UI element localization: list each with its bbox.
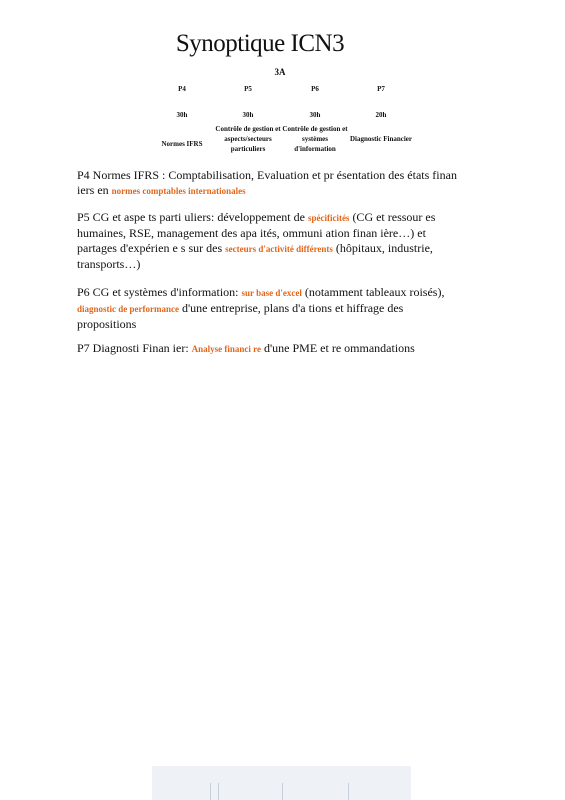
column-label-p6: Contrôle de gestion et systèmes d'information bbox=[282, 125, 348, 153]
paragraph-p5 bbox=[77, 210, 457, 272]
paragraph-p6 bbox=[77, 285, 457, 332]
column-label-p5: Contrôle de gestion et aspects/secteurs particuliers bbox=[215, 125, 281, 153]
paragraph-p4-text: P4 Normes IFRS : Comptabilisation, Evaluation et pr ésentation des états finan iers en bbox=[77, 168, 457, 197]
column-code-p7: P7 bbox=[377, 85, 385, 93]
paragraph-p7-highlight-1: Analyse financi re bbox=[191, 344, 262, 354]
paragraph-p6-text-1: P6 CG et systèmes d'information: bbox=[77, 285, 239, 299]
paragraph-p6-highlight-1: sur base d'excel bbox=[241, 288, 302, 298]
paragraph-p4 bbox=[77, 168, 457, 199]
table-divider bbox=[210, 783, 211, 800]
paragraph-p7-text-1: P7 Diagnosti Finan ier: bbox=[77, 341, 189, 355]
bottom-table-stub bbox=[152, 766, 411, 800]
paragraph-p5-highlight-1: spécificités bbox=[307, 213, 350, 223]
column-label-p4: Normes IFRS bbox=[161, 140, 203, 148]
paragraph-p6-text-3: d'une entreprise, plans d'a tions et hiffrage des propositions bbox=[77, 301, 404, 331]
paragraph-p7-text-2: d'une PME et re ommandations bbox=[264, 341, 415, 355]
paragraph-p5-text-2: (CG et ressour es humaines, RSE, management des apa ités, ommuni ation finan ière…) et partages d'expérien e s sur des bbox=[77, 210, 436, 255]
column-hours-p6: 30h bbox=[309, 111, 321, 119]
column-label-p7: Diagnostic Financier bbox=[349, 135, 413, 143]
column-code-p6: P6 bbox=[311, 85, 319, 93]
paragraph-p7 bbox=[77, 341, 457, 357]
page-subtitle: 3A bbox=[274, 67, 286, 77]
page-title: Synoptique ICN3 bbox=[175, 30, 345, 57]
paragraph-p6-highlight-2: diagnostic de performance bbox=[77, 304, 179, 314]
table-divider bbox=[218, 783, 219, 800]
paragraph-p5-highlight-2: secteurs d'activité différents bbox=[225, 244, 333, 254]
column-hours-p7: 20h bbox=[375, 111, 387, 119]
column-code-p5: P5 bbox=[244, 85, 252, 93]
table-divider bbox=[282, 783, 283, 800]
column-code-p4: P4 bbox=[178, 85, 186, 93]
column-hours-p4: 30h bbox=[176, 111, 188, 119]
table-divider bbox=[348, 783, 349, 800]
paragraph-p5-text-3: (hôpitaux, industrie, transports…) bbox=[77, 241, 433, 271]
paragraph-p6-text-2: (notamment tableaux roisés), bbox=[304, 285, 445, 299]
paragraph-p5-text-1: P5 CG et aspe ts parti uliers: développement de bbox=[77, 210, 305, 224]
column-hours-p5: 30h bbox=[242, 111, 254, 119]
paragraph-p4-highlight: normes comptables internationales bbox=[111, 186, 246, 196]
